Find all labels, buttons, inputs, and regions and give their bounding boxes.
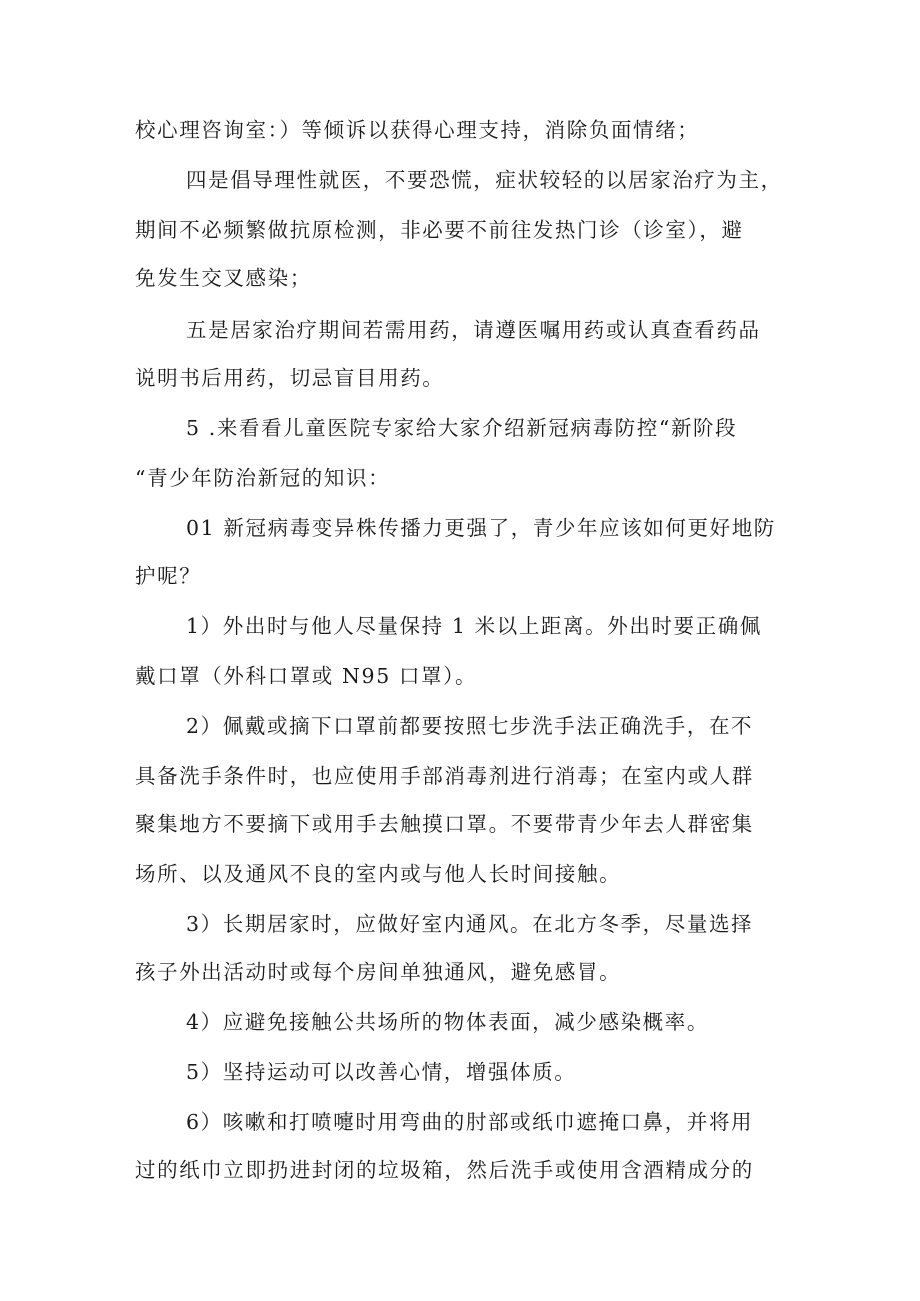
text-line: 免发生交叉感染； <box>135 266 312 290</box>
text-line: 5 .来看看儿童医院专家给大家介绍新冠病毒防控“新阶段 <box>186 416 738 440</box>
text-line: 护呢？ <box>135 564 202 588</box>
text-line: 期间不必频繁做抗原检测，非必要不前往发热门诊（诊室），避 <box>135 218 744 242</box>
text-line: 四是倡导理性就医，不要恐慌，症状较轻的以居家治疗为主， <box>186 168 783 192</box>
text-line: 01 新冠病毒变异株传播力更强了，青少年应该如何更好地防 <box>186 516 776 540</box>
text-line: 过的纸巾立即扔进封闭的垃圾箱，然后洗手或使用含酒精成分的 <box>135 1158 754 1182</box>
text-line: 五是居家治疗期间若需用药，请遵医嘱用药或认真查看药品 <box>186 318 761 342</box>
text-line: 聚集地方不要摘下或用手去触摸口罩。不要带青少年去人群密集 <box>135 812 754 836</box>
text-line: 4）应避免接触公共场所的物体表面，减少感染概率。 <box>186 1010 709 1034</box>
text-line: 2）佩戴或摘下口罩前都要按照七步洗手法正确洗手，在不 <box>186 714 754 738</box>
text-line: 孩子外出活动时或每个房间单独通风，避免感冒。 <box>135 960 622 984</box>
text-line: 具备洗手条件时，也应使用手部消毒剂进行消毒；在室内或人群 <box>135 764 754 788</box>
text-line: 5）坚持运动可以改善心情，增强体质。 <box>186 1060 577 1084</box>
text-line: 戴口罩（外科口罩或 N95 口罩）。 <box>135 664 478 688</box>
text-line: 6）咳嗽和打喷嚏时用弯曲的肘部或纸巾遮掩口鼻，并将用 <box>186 1110 754 1134</box>
text-line: 校心理咨询室：）等倾诉以获得心理支持，消除负面情绪； <box>135 118 700 142</box>
text-line: 场所、以及通风不良的室内或与他人长时间接触。 <box>135 862 622 886</box>
text-line: “青少年防治新冠的知识： <box>135 466 391 490</box>
text-line: 1）外出时与他人尽量保持 1 米以上距离。外出时要正确佩 <box>186 614 762 638</box>
text-line: 说明书后用药，切忌盲目用药。 <box>135 366 445 390</box>
text-line: 3）长期居家时，应做好室内通风。在北方冬季，尽量选择 <box>186 912 754 936</box>
